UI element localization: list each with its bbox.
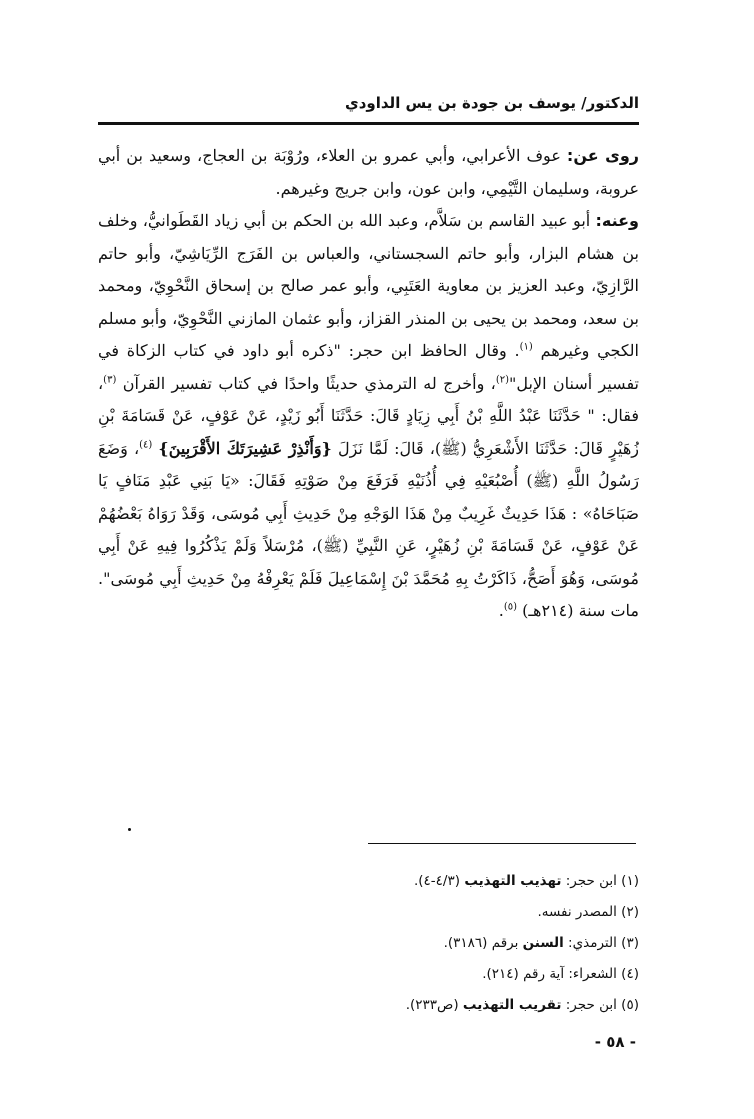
footnote-ref: (٤/٣-٤).	[413, 873, 461, 889]
footnote-ref-2: (٢)	[495, 374, 510, 386]
narrators-label: وعنه:	[595, 211, 639, 230]
footnote-ref-5: (٥)	[503, 601, 518, 613]
hadith-text: ، وَضَعَ رَسُولُ اللَّهِ (ﷺ) أُصْبُعَيْهِ فِي أُذُنَيْهِ فَرَفَعَ مِنْ صَوْتِهِ فَقَالَ: «يَا بَنِي عَبْدِ مَنَافٍ يَا صَبَاحَاهُ» : هَذَا حَدِيثٌ غَرِيبٌ مِنْ هَذَا الوَجْهِ مِنْ حَدِيثِ أَبِي مُوسَى، وَقَدْ رَوَاهُ بَعْضُهُمْ عَنْ عَوْفٍ، عَنْ قَسَامَةَ بْنِ زُهَيْرٍ، عَنِ النَّبِيِّ (ﷺ)، مُرْسَلاً وَلَمْ يَذْكُرُوا فِيهِ عَنْ أَبِي مُوسَى، وَهُوَ أَصَحُّ، ذَاكَرْتُ بِهِ مُحَمَّدَ بْنَ إِسْمَاعِيلَ فَلَمْ يَعْرِفْهُ مِنْ حَدِيثِ أَبِي مُوسَى". مات سنة (٢١٤هـ)	[98, 438, 639, 620]
tirmidhi-text: ، وأخرج له الترمذي حديثًا واحدًا في كتاب تفسير القرآن	[122, 373, 496, 393]
paragraph-end: .	[498, 601, 504, 620]
footnote-ref-4: (٤)	[139, 439, 153, 451]
footnote-ref: (ص٢٣٣).	[405, 997, 459, 1013]
narrated-from-label: روى عن:	[566, 146, 639, 165]
footnote-number: (٣)	[621, 935, 639, 951]
footnote-ref-1: (١)	[519, 341, 533, 353]
footnote-3	[98, 928, 639, 959]
footnotes	[98, 866, 639, 1021]
footnote-ref-3: (٣)	[103, 374, 117, 386]
hadith-isnad: ، فقال: " حَدَّثَنَا عَبْدُ اللَّهِ بْنُ أَبِي زِيَادٍ قَالَ: حَدَّثَنَا أَبُو زَيْدٍ، عَنْ عَوْفٍ، عَنْ قَسَامَةَ بْنِ زُهَيْرٍ قَالَ: حَدَّثَنَا الأَشْعَرِيُّ (ﷺ)، قَالَ: لَمَّا نَزَلَ	[98, 373, 639, 458]
footnote-separator	[368, 843, 636, 844]
footnote-book-title: تقريب التهذيب	[462, 997, 562, 1013]
footnote-number: (١)	[621, 873, 639, 889]
quran-verse: {وَأَنْذِرْ عَشِيرَتَكَ الأَقْرَبِينَ}	[158, 438, 332, 458]
narrators-text: أبو عبيد القاسم بن سَلاَّم، وعبد الله بن الحكم بن أبي زياد القَطَوانيُّ، وخلف بن هشام البزار، وأبو حاتم السجستاني، والعباس بن الفَرَج الرِّيَاشِيّ، وأبو حاتم الرَّازِيّ، وعبد العزيز بن معاوية العَتَبِي، وأبو عمر صالح بن إسحاق النَّحْوِيّ، ومحمد بن سعد، ومحمد بن يحيى بن المنذر القزاز، وأبو عثمان المازني النَّحْوِيّ، وأبو مسلم الكجي وغيرهم	[98, 211, 639, 360]
footnote-text: المصدر نفسه.	[537, 904, 617, 920]
running-header	[98, 94, 639, 122]
footnote-5	[98, 990, 639, 1021]
footnote-number: (٢)	[621, 904, 639, 920]
page-number: - ٥٨ -	[594, 1033, 636, 1051]
header-rule	[98, 122, 639, 125]
hafiz-quote: . وقال الحافظ ابن حجر: "ذكره أبو داود في كتاب الزكاة في تفسير أسنان الإبل"	[98, 341, 639, 393]
footnote-book-title: تهذيب التهذيب	[464, 873, 562, 889]
footnote-text: الشعراء: آية رقم (٢١٤).	[482, 966, 617, 982]
stray-dot	[128, 828, 131, 831]
footnote-text: ابن حجر:	[565, 997, 617, 1013]
footnote-text: الترمذي:	[568, 935, 617, 951]
footnote-text: ابن حجر:	[565, 873, 617, 889]
footnote-ref: برقم (٣١٨٦).	[443, 935, 519, 951]
narrators-paragraph	[98, 205, 639, 628]
narrated-from-text: عوف الأعرابي، وأبي عمرو بن العلاء، ورُوْبَة بن العجاج، وسعيد بن أبي عروبة، وسليمان التَّيْمِي، وابن عون، وابن جريج وغيرهم.	[98, 146, 639, 198]
footnote-2	[98, 897, 639, 928]
footnote-book-title: السنن	[522, 935, 564, 951]
footnote-number: (٤)	[621, 966, 639, 982]
main-text	[98, 140, 639, 780]
header-title: الدكتور/ يوسف بن جودة بن يس الداودي	[344, 94, 639, 112]
narrated-from-paragraph	[98, 140, 639, 205]
footnote-number: (٥)	[621, 997, 639, 1013]
footnote-1	[98, 866, 639, 897]
footnote-4	[98, 959, 639, 990]
